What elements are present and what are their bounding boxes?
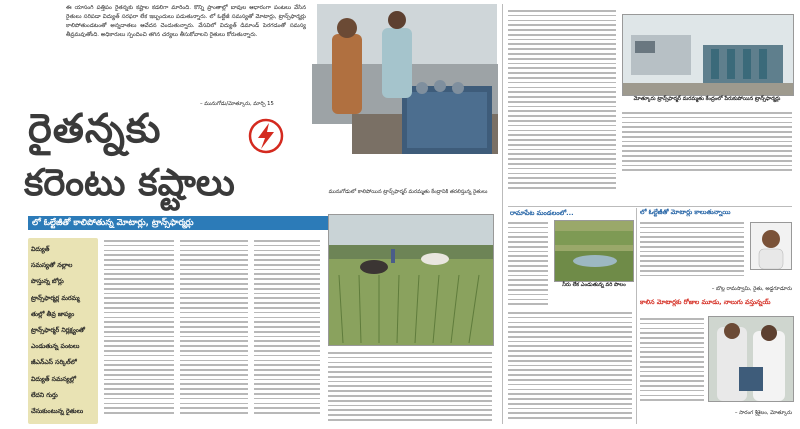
sidebar-line: చేసుకుంటున్న రైతులు — [31, 408, 84, 416]
headline-line2: కరెంటు కష్టాలు — [24, 161, 235, 204]
station-photo — [622, 14, 794, 96]
intro-paragraph: ఈ యాసంగి పత్తిపం రైతన్నకు కష్టాల కడలిగా మారింది. కొన్ని ప్రాంతాల్లో బావుల ఆధారంగా పంటలు వేసిన రైతులు సరిపడా విద్యుత్ సరఫరా లేక ఇబ్బందులు పడుతున్నారు. లో ఓల్టేజీ సమస్యతో మోటార్లు, ట్రాన్స్‌ఫార్మర్లు కాలిపోతుండటంతో అన్నదాతలు ఆవేదన చెందుతున్నారు. వేసవిలో విద్యుత్ డిమాండ్ పెరగడంతో సమస్య తీవ్రమవుతోంది. అధికారులు స్పందించి తగిన చర్యలు తీసుకోవాలని రైతులు కోరుతున్నారు. — [66, 5, 306, 38]
farmer-portrait-2 — [708, 316, 794, 402]
sidebar-line: విద్యుత్ సమస్యల్లో — [31, 375, 77, 383]
sidebar-lines — [28, 238, 98, 424]
subhead-ramapuram: రామాపేట మండలంలో... — [510, 209, 574, 217]
body-column-2 — [180, 240, 248, 426]
kalava-text — [640, 318, 704, 408]
divider — [508, 206, 792, 207]
kalava-byline: – సారంగ శ్రీశైలం, మోత్కూరు — [734, 410, 792, 416]
farmer-portrait-1 — [750, 222, 792, 270]
ramapuram-text — [508, 222, 548, 310]
intro-text — [66, 4, 306, 98]
headline-line1: రైతన్నకు — [28, 106, 162, 152]
lightning-icon — [248, 118, 284, 154]
station-caption: మోత్కూరు ట్రాన్స్‌ఫార్మర్ మరమ్మతు కేంద్రంలో పేరుకుపోయిన ట్రాన్స్‌ఫార్మర్లు — [633, 96, 781, 102]
deck-bar — [28, 216, 338, 230]
ramapuram-text-2 — [508, 312, 632, 426]
sidebar-line: సమస్యతో నల్లాల — [31, 262, 73, 270]
subhead-motkur: లో ఓల్టేజీతో మోటార్లు కాలుతున్నాయి — [640, 209, 731, 216]
sidebar-line: ట్రాన్స్‌ఫార్మర్ నిర్లక్ష్యంతో — [31, 327, 85, 335]
intro-byline: – మునుగోడు/మోత్కూరు, మార్చి 15 — [200, 101, 274, 107]
deck-text: లో ఓల్టేజీతో కాలిపోతున్న మోటార్లు, ట్రాన్స్‌ఫార్మర్లు — [32, 218, 194, 228]
column-rule — [636, 208, 637, 424]
motkur-text — [640, 222, 744, 282]
body-column-1 — [104, 240, 174, 426]
sidebar-box — [28, 238, 98, 424]
sidebar-line: ఎండుతున్న పంటలు — [31, 343, 80, 351]
main-photo-caption: మునుగోడులో కాలిపోయిన ట్రాన్స్‌ఫార్మర్ మరమ్మతు కేంద్రానికి తరలిస్తున్న రైతులు — [328, 189, 488, 195]
sidebar-line: ట్రాన్స్‌ఫార్మర్ల మరమ్మ — [31, 294, 80, 302]
sidebar-line: పొస్తున్న బోర్లు — [31, 278, 64, 286]
subhead-kalava: కాలిన మోటార్లకు రోజుల మూడు, నాలుగు వస్తున్నయ్ — [640, 299, 771, 306]
field-story-text — [328, 352, 492, 426]
motkur-byline: – బొల్ల రామస్వామి, రైతు, అడ్డగూడూరు — [711, 286, 792, 292]
column-rule — [502, 4, 503, 424]
wet-field-caption: నీరు లేక ఎండుతున్న వరి పొలం — [562, 282, 626, 288]
sidebar-line: జీఎన్‌ఎస్ సర్కిల్‌లో — [31, 359, 77, 367]
sidebar-line: విద్యుత్ — [31, 246, 50, 253]
sidebar-line: లేదని గుర్తు — [31, 391, 58, 399]
right-top-text-2 — [622, 112, 792, 174]
sidebar-line: తుల్లో తీవ్ర జాప్యం — [31, 310, 75, 318]
right-top-text — [508, 10, 616, 200]
wet-field-photo — [554, 220, 634, 282]
field-photo — [328, 214, 494, 346]
body-column-3 — [254, 240, 320, 426]
